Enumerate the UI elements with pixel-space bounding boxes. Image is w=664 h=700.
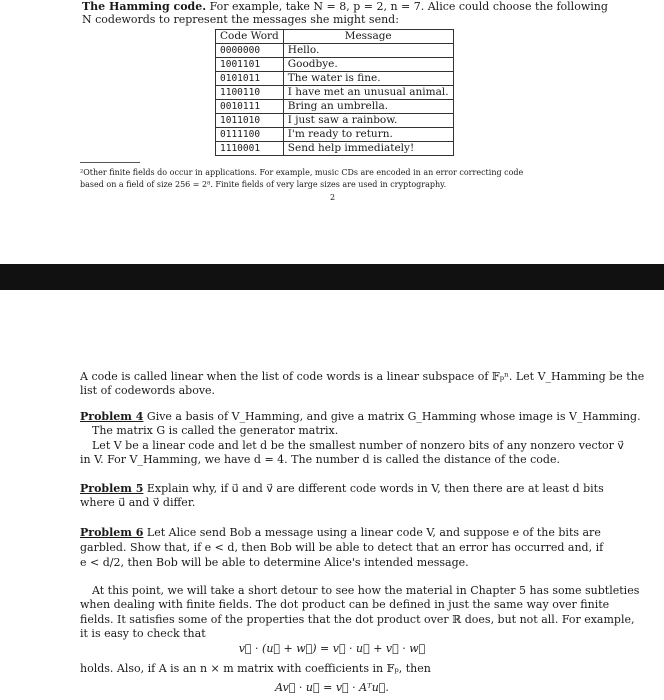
intro-text-1: For example, take N = 8, p = 2, n = 7. Alice could choose the following (209, 0, 608, 13)
header-code-word: Code Word (216, 30, 284, 44)
linear-line-2: list of codewords above. (80, 384, 216, 397)
problem-4-line-2: The matrix G is called the generator matrix. (92, 424, 339, 437)
problem-6-line-1 (80, 526, 601, 540)
page-divider (0, 264, 664, 290)
table-row (216, 72, 454, 86)
table-header-row (216, 30, 454, 44)
detour-line-2: when dealing with finite fields. The dot product can be defined in just the same way over finite (80, 598, 610, 611)
message-cell: I'm ready to return. (283, 128, 453, 142)
page-1 (0, 0, 664, 264)
holds-line: holds. Also, if A is an n × m matrix with coefficients in 𝔽ₚ, then (80, 662, 431, 675)
table-row (216, 86, 454, 100)
table-row (216, 100, 454, 114)
footnote-rule (80, 162, 140, 163)
message-cell: The water is fine. (283, 72, 453, 86)
problem-5-text: Explain why, if u⃗ and v⃗ are different code words in V, then there are at least d bits (143, 482, 604, 495)
detour-line-1: At this point, we will take a short detour to see how the material in Chapter 5 has some subtleties (92, 584, 640, 597)
footnote-line-2: based on a field of size 256 = 2⁸. Finite fields of very large sizes are used in cryptography. (80, 180, 447, 189)
problem-4-text: Give a basis of V_Hamming, and give a matrix G_Hamming whose image is V_Hamming. (143, 410, 641, 423)
intro-title: The Hamming code. (82, 0, 207, 13)
table-row (216, 58, 454, 72)
page-2 (0, 290, 664, 700)
message-cell: I have met an unusual animal. (283, 86, 453, 100)
code-word-cell: 0111100 (216, 128, 284, 142)
detour-line-3: fields. It satisfies some of the properties that the dot product over ℝ does, but not all. For example, (80, 613, 635, 626)
detour-line-4: it is easy to check that (80, 627, 206, 640)
linear-line-1: A code is called linear when the list of code words is a linear subspace of 𝔽ₚⁿ. Let V_Hamming be the (80, 370, 645, 383)
codeword-table (215, 29, 454, 156)
header-message: Message (283, 30, 453, 44)
code-word-cell: 1001101 (216, 58, 284, 72)
code-word-cell: 1011010 (216, 114, 284, 128)
problem-5-label: Problem 5 (80, 482, 144, 495)
message-cell: Goodbye. (283, 58, 453, 72)
problem-6-line-3: e < d/2, then Bob will be able to determine Alice's intended message. (80, 556, 469, 569)
page-number: 2 (330, 193, 336, 202)
problem-6-label: Problem 6 (80, 526, 144, 539)
message-cell: Send help immediately! (283, 142, 453, 156)
message-cell: Bring an umbrella. (283, 100, 453, 114)
code-word-cell: 0101011 (216, 72, 284, 86)
footnote-line-1: ²Other finite fields do occur in applications. For example, music CDs are encoded in an error correcting code (80, 168, 524, 177)
intro-line-1 (82, 0, 608, 14)
equation-1: v⃗ · (u⃗ + w⃗) = v⃗ · u⃗ + v⃗ · w⃗ (238, 642, 426, 655)
problem-5-line-1 (80, 482, 604, 496)
problem-5-line-2: where u⃗ and v⃗ differ. (80, 496, 196, 509)
problem-4-line-3: Let V be a linear code and let d be the smallest number of nonzero bits of any nonzero vector v⃗ (92, 439, 624, 452)
problem-4-line-4: in V. For V_Hamming, we have d = 4. The number d is called the distance of the code. (80, 453, 560, 466)
table-row (216, 128, 454, 142)
problem-6-text: Let Alice send Bob a message using a linear code V, and suppose e of the bits are (143, 526, 601, 539)
table-row (216, 44, 454, 58)
code-word-cell: 1110001 (216, 142, 284, 156)
table-row (216, 114, 454, 128)
problem-4-line-1 (80, 410, 641, 424)
equation-2: Av⃗ · u⃗ = v⃗ · Aᵀu⃗. (275, 681, 389, 694)
message-cell: I just saw a rainbow. (283, 114, 453, 128)
intro-line-2: N codewords to represent the messages she might send: (82, 13, 399, 26)
code-word-cell: 0000000 (216, 44, 284, 58)
problem-6-line-2: garbled. Show that, if e < d, then Bob will be able to detect that an error has occurred and, if (80, 541, 604, 554)
problem-4-label: Problem 4 (80, 410, 144, 423)
table-row (216, 142, 454, 156)
code-word-cell: 1100110 (216, 86, 284, 100)
message-cell: Hello. (283, 44, 453, 58)
code-word-cell: 0010111 (216, 100, 284, 114)
